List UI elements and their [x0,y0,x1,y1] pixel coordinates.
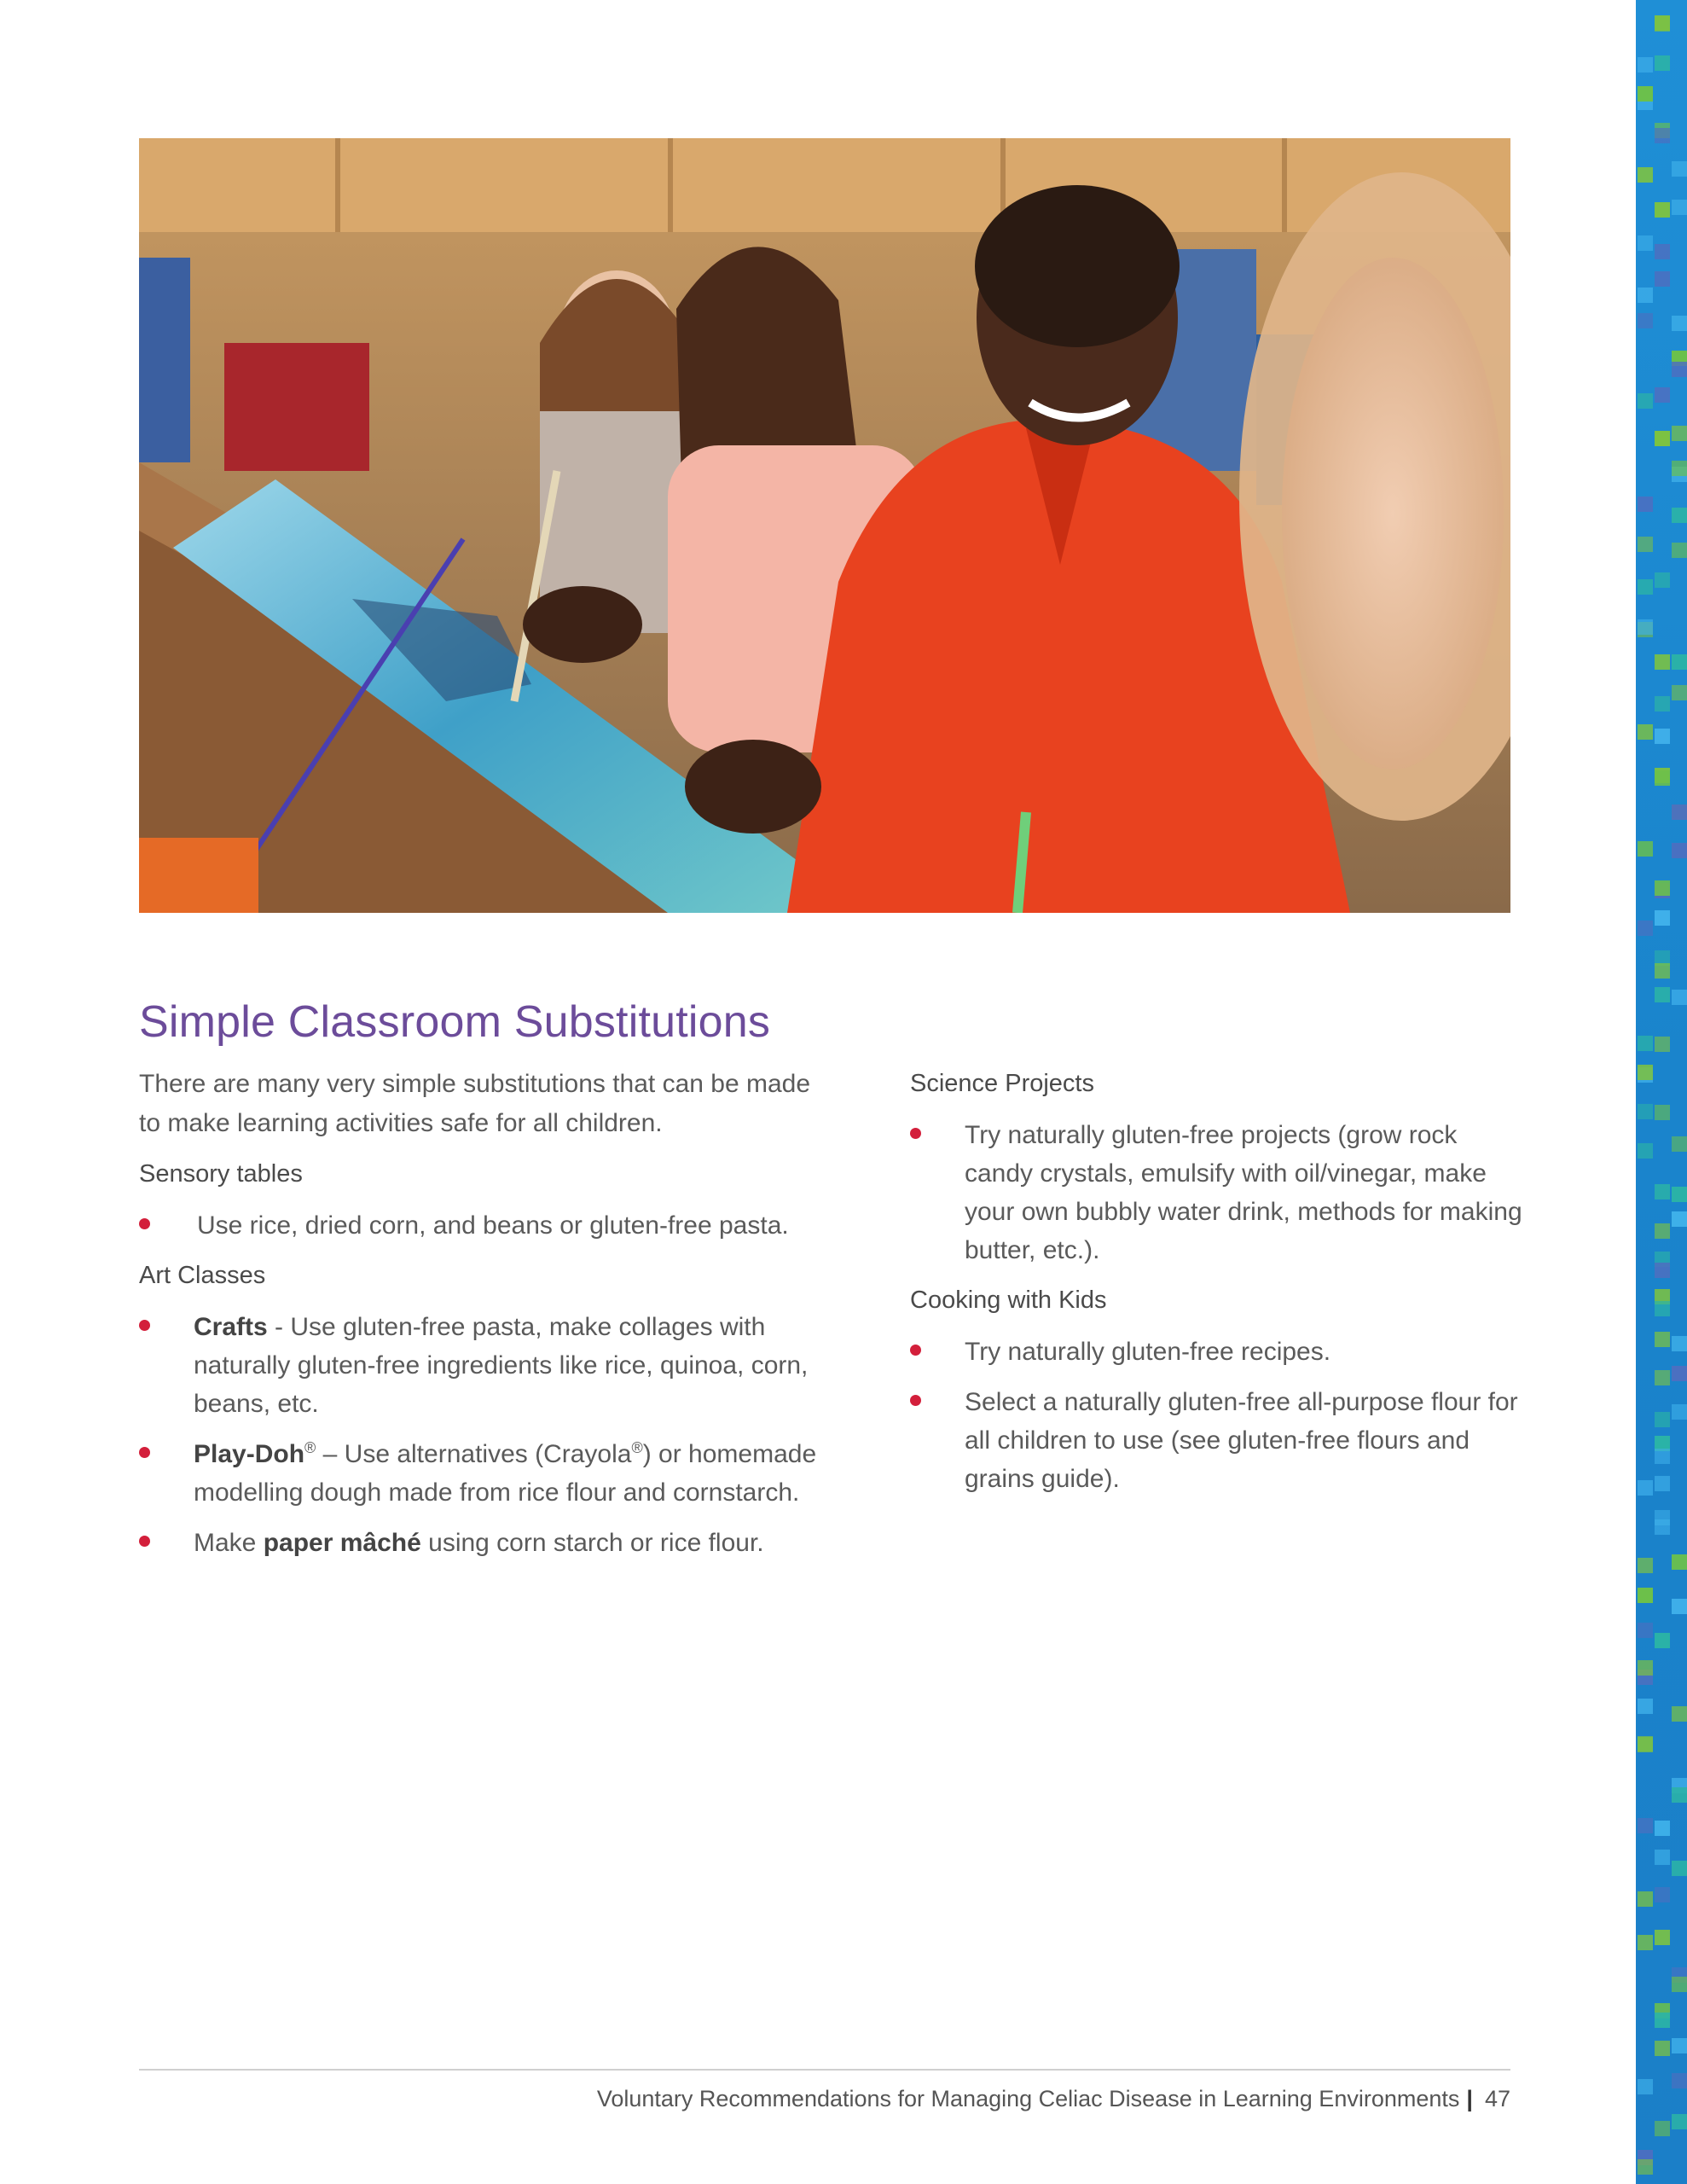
playdoh-label: Play-Doh [194,1440,305,1468]
pixel-square [1672,461,1687,476]
pixel-square [1672,1554,1687,1570]
cooking-item-text: Select a naturally gluten-free all-purpose flour for all children to use (see gluten-free flours and grains guide). [965,1388,1518,1493]
pixel-square [1638,313,1653,328]
pixel-square [1672,362,1687,377]
pixel-square [1638,1104,1653,1119]
playdoh-text-a: – Use alternatives (Crayola [316,1440,632,1468]
pixel-square [1672,1787,1687,1803]
footer-title: Voluntary Recommendations for Managing Celiac Disease in Learning Environments [596,2086,1460,2111]
pixel-square [1638,1588,1653,1603]
pixel-square [1638,1065,1653,1080]
sensory-heading: Sensory tables [139,1160,303,1188]
left-column [139,1065,838,1574]
cooking-heading: Cooking with Kids [910,1287,1107,1314]
pixel-square [1638,1623,1653,1638]
pixel-square [1638,167,1653,183]
list-item [910,1333,1524,1371]
pixel-square [1655,1370,1670,1385]
science-list [910,1116,1524,1269]
pixel-square [1672,843,1687,858]
pixel-square [1638,1143,1653,1159]
pixel-square [1638,1818,1653,1833]
pixel-square [1672,685,1687,700]
pixel-square [1655,987,1670,1002]
art-heading: Art Classes [139,1262,266,1289]
pixel-square [1655,15,1670,31]
decorative-pixel-strip [1636,0,1687,2184]
pixel-square [1672,543,1687,558]
right-column [910,1065,1524,1510]
pixel-square [1655,1510,1670,1525]
pixel-square [1672,1861,1687,1876]
pixel-square [1672,508,1687,523]
pixel-square [1672,1977,1687,1992]
pixel-square [1672,161,1687,177]
crafts-text: - Use gluten-free pasta, make collages with naturally gluten-free ingredients like rice, quinoa, corn, beans, etc. [194,1313,809,1418]
pixel-square [1638,86,1653,102]
bullet-dot [910,1395,921,1406]
list-item [139,1206,838,1245]
pixel-square [1655,244,1670,259]
mache-bold: paper mâché [263,1529,421,1557]
pixel-square [1655,1930,1670,1945]
bullet-dot [139,1447,150,1458]
pixel-square [1638,1935,1653,1950]
pixel-square [1638,619,1653,635]
pixel-square [1672,2038,1687,2053]
pixel-square [1655,1223,1670,1239]
pixel-square [1655,696,1670,712]
pixel-square [1672,426,1687,441]
pixel-square [1655,1184,1670,1199]
pixel-square [1672,2073,1687,2088]
pixel-square [1638,393,1653,409]
pixel-square [1655,202,1670,218]
registered-mark: ® [631,1439,643,1456]
pixel-square [1638,579,1653,595]
pixel-square [1655,387,1670,403]
pixel-square [1655,2013,1670,2028]
pixel-square [1672,804,1687,820]
list-item [910,1116,1524,1269]
science-item-text: Try naturally gluten-free projects (grow rock candy crystals, emulsify with oil/vinegar, make your own bubbly water drink, methods for making butter, etc.). [965,1121,1522,1264]
pixel-square [1638,2079,1653,2094]
pixel-square [1655,1037,1670,1052]
page-number: 47 [1484,2086,1510,2111]
pixel-square [1638,1660,1653,1676]
pixel-square [1655,1850,1670,1865]
sensory-item-text: Use rice, dried corn, and beans or gluten-free pasta. [197,1211,789,1240]
pixel-square [1638,1480,1653,1496]
list-item [139,1308,838,1423]
pixel-square [1672,1187,1687,1202]
pixel-square [1638,57,1653,73]
pixel-square [1655,1263,1670,1278]
pixel-square [1655,271,1670,287]
mache-post: using corn starch or rice flour. [420,1529,764,1557]
list-item [910,1383,1524,1498]
pixel-square [1638,841,1653,857]
pixel-square [1655,572,1670,588]
pixel-square [1638,1036,1653,1051]
crafts-label: Crafts [194,1313,268,1341]
pixel-square [1655,431,1670,446]
pixel-square [1638,1699,1653,1714]
pixel-square [1672,316,1687,331]
art-list [139,1308,838,1562]
cooking-list [910,1333,1524,1498]
pixel-square [1672,1366,1687,1381]
pixel-square [1672,1211,1687,1227]
bullet-dot [910,1128,921,1139]
pixel-square [1638,1891,1653,1907]
pixel-square [1672,990,1687,1005]
pixel-square [1655,2121,1670,2136]
pixel-square [1655,729,1670,744]
mache-pre: Make [194,1529,264,1557]
footer-divider [139,2069,1510,2071]
pixel-square [1655,1887,1670,1902]
bullet-dot [139,1320,150,1331]
playdoh-text-b: ) or homemade modelling dough made from rice flour and cornstarch. [194,1440,817,1507]
pixel-square [1655,1476,1670,1491]
list-item [139,1524,838,1562]
intro-paragraph: There are many very simple substitutions that can be made to make learning activities safe for all children. [139,1070,811,1137]
pixel-square [1672,2114,1687,2129]
pixel-square [1638,497,1653,512]
pixel-square [1655,1412,1670,1427]
pixel-square [1655,128,1670,143]
pixel-square [1638,235,1653,251]
pixel-square [1672,1599,1687,1614]
bullet-dot [910,1345,921,1356]
pixel-square [1672,1706,1687,1722]
page-title: Simple Classroom Substitutions [139,997,771,1047]
pixel-square [1638,724,1653,740]
footer-separator: | [1466,2086,1473,2111]
pixel-square [1638,537,1653,552]
pixel-square [1655,1633,1670,1648]
pixel-square [1655,910,1670,926]
pixel-square [1655,880,1670,896]
pixel-square [1638,921,1653,936]
cooking-item-text: Try naturally gluten-free recipes. [965,1338,1331,1366]
pixel-square [1638,1558,1653,1573]
pixel-square [1655,1105,1670,1120]
pixel-square [1655,654,1670,670]
classroom-art-photo [139,138,1510,913]
pixel-square [1672,654,1687,670]
science-heading: Science Projects [910,1070,1094,1097]
bullet-dot [139,1218,150,1229]
pixel-square [1638,2159,1653,2175]
list-item [139,1435,838,1512]
pixel-square [1672,200,1687,215]
bullet-dot [139,1536,150,1547]
sensory-list [139,1206,838,1245]
pixel-square [1655,2041,1670,2056]
pixel-square [1655,1301,1670,1316]
pixel-square [1655,55,1670,71]
pixel-square [1638,288,1653,303]
pixel-square [1672,1336,1687,1351]
pixel-square [1672,1136,1687,1152]
pixel-square [1655,1332,1670,1347]
page-footer [139,2086,1510,2112]
pixel-square [1638,1737,1653,1752]
pixel-square [1655,1449,1670,1464]
pixel-square [1655,770,1670,786]
pixel-square [1672,1404,1687,1420]
pixel-square [1655,1821,1670,1836]
pixel-square [1655,963,1670,979]
registered-mark: ® [304,1439,316,1456]
